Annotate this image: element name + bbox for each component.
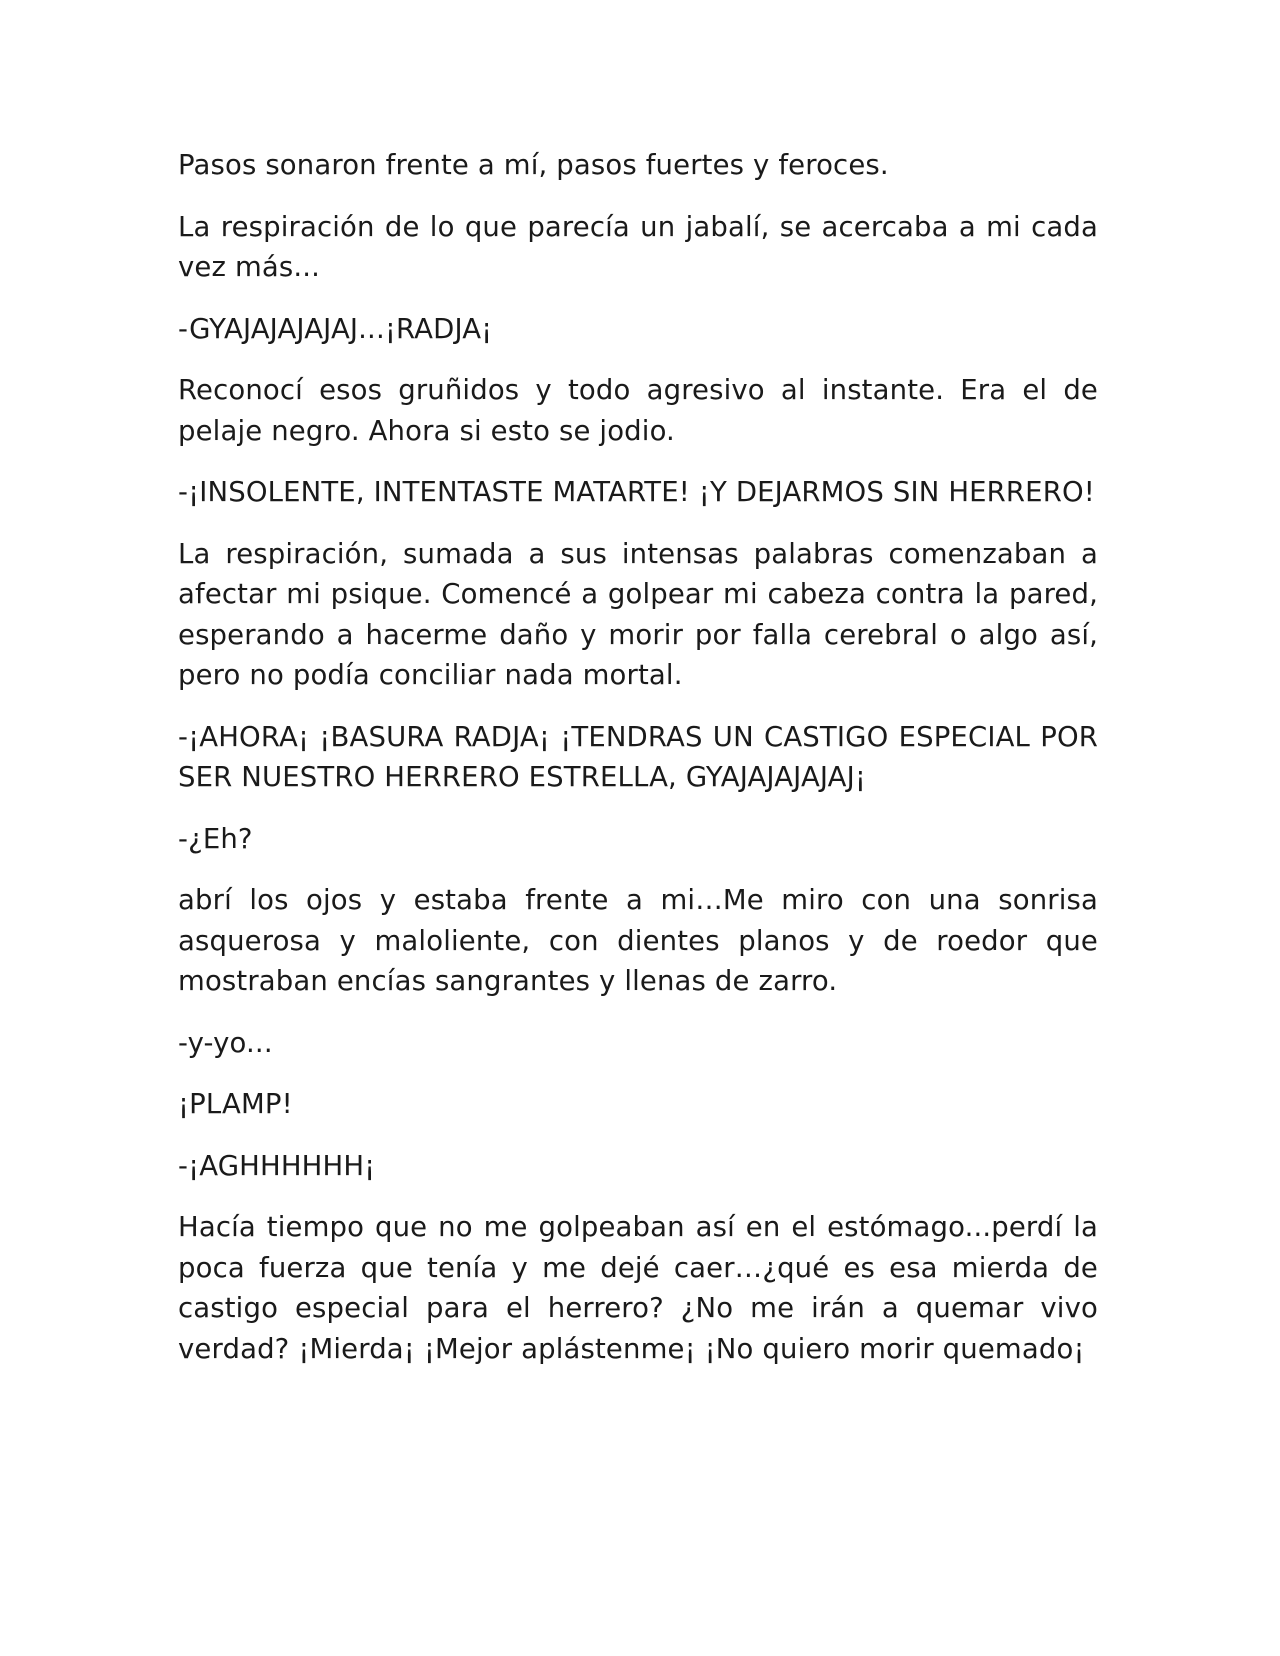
paragraph-8: -¿Eh? bbox=[178, 822, 253, 855]
paragraph-11: ¡PLAMP! bbox=[178, 1088, 293, 1120]
paragraph-12: -¡AGHHHHHH¡ bbox=[178, 1149, 376, 1182]
paragraph-9: abrí los ojos y estaba frente a mi…Me miro con una sonrisa asquerosa y maloliente, con dientes planos y de roedor que mostraban encías sangrantes y llenas de zarro. bbox=[178, 884, 1098, 997]
paragraph-10: -y-yo... bbox=[178, 1026, 273, 1059]
paragraph-7: -¡AHORA¡ ¡BASURA RADJA¡ ¡TENDRAS UN CASTIGO ESPECIAL POR SER NUESTRO HERRERO ESTRELLA, GYAJAJAJAJAJ¡ bbox=[178, 720, 1098, 793]
paragraph-3: -GYAJAJAJAJAJ...¡RADJA¡ bbox=[178, 312, 493, 345]
paragraph-2: La respiración de lo que parecía un jabalí, se acercaba a mi cada vez más... bbox=[178, 210, 1098, 283]
paragraph-6: La respiración, sumada a sus intensas palabras comenzaban a afectar mi psique. Comencé a golpear mi cabeza contra la pared, esperando a hacerme daño y morir por falla cerebral o algo así, pero no podía conciliar nada mortal. bbox=[178, 537, 1098, 691]
paragraph-1: Pasos sonaron frente a mí, pasos fuertes y feroces. bbox=[178, 149, 889, 181]
paragraph-5: -¡INSOLENTE, INTENTASTE MATARTE! ¡Y DEJARMOS SIN HERRERO! bbox=[178, 476, 1095, 508]
paragraph-13: Hacía tiempo que no me golpeaban así en el estómago...perdí la poca fuerza que tenía y me dejé caer…¿qué es esa mierda de castigo especial para el herrero? ¿No me irán a quemar vivo verdad? ¡Mierda¡ ¡Mejor aplástenme¡ ¡No quiero morir quemado¡ bbox=[178, 1211, 1098, 1365]
document-body bbox=[178, 145, 1098, 1390]
paragraph-4: Reconocí esos gruñidos y todo agresivo al instante. Era el de pelaje negro. Ahora si esto se jodio. bbox=[178, 374, 1098, 447]
